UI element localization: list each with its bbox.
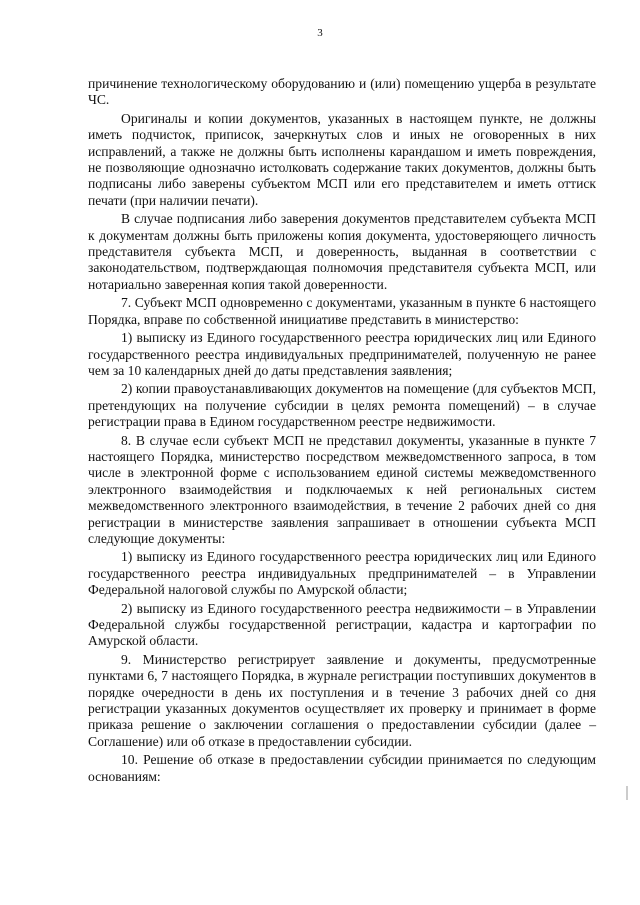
paragraph-clause-7-item-1: 1) выписку из Единого государственного реестра юридических лиц или Единого государственного реестра индивидуальных предпринимателей, полученную не ранее чем за 10 календарных дней до даты представления заявления; [88,330,596,378]
page-number: 3 [317,27,323,39]
paragraph-clause-8-item-2: 2) выписку из Единого государственного реестра недвижимости – в Управлении Федеральной службы государственной регистрации, кадастра и картографии по Амурской области. [88,600,596,649]
paragraph-clause-8: 8. В случае если субъект МСП не представил документы, указанные в пункте 7 настоящего Порядка, министерство посредством межведомственного запроса, в том числе в электронной форме с использованием единой системы межведомственного электронного взаимодействия и подключаемых к ней региональных систем межведомственного электронного взаимодействия, в течение 2 рабочих дней со дня регистрации в министерстве заявления запрашивает в отношении субъекта МСП следующие документы: [88,432,596,546]
scan-margin-mark [626,786,628,800]
paragraph-originals-requirements: Оригиналы и копии документов, указанных в настоящем пункте, не должны иметь подчисток, приписок, зачеркнутых слов и иных не оговоренных в них исправлений, а также не должны быть исполнены карандашом и иметь повреждения, не позволяющие однозначно истолковать содержание таких документов, должны быть подписаны либо заверены субъектом МСП или его представителем и иметь оттиск печати (при наличии печати). [88,110,596,208]
paragraph-continuation: причинение технологическому оборудованию и (или) помещению ущерба в результате ЧС. [88,76,596,108]
paragraph-clause-8-item-1: 1) выписку из Единого государственного реестра юридических лиц или Единого государственного реестра индивидуальных предпринимателей – в Управлении Федеральной налоговой службы по Амурской области; [88,549,596,598]
paragraph-representative-signing: В случае подписания либо заверения документов представителем субъекта МСП к документам должны быть приложены копия документа, удостоверяющего личность представителя субъекта МСП, и доверенность, выданная в соответствии с законодательством, подтверждающая полномочия представителя субъекта МСП, или нотариально заверенная копия такой доверенности. [88,211,596,292]
paragraph-clause-7: 7. Субъект МСП одновременно с документами, указанным в пункте 6 настоящего Порядка, вправе по собственной инициативе представить в министерство: [88,295,596,327]
paragraph-clause-10: 10. Решение об отказе в предоставлении субсидии принимается по следующим основаниям: [88,752,596,784]
paragraph-clause-9: 9. Министерство регистрирует заявление и документы, предусмотренные пунктами 6, 7 настоящего Порядка, в журнале регистрации поступивших документов в порядке очередности в день их поступления и в течение 3 рабочих дней со дня регистрации указанных документов осуществляет их проверку и принимает в форме приказа решение о заключении соглашения о предоставлении субсидии (далее – Соглашение) или об отказе в предоставлении субсидии. [88,651,596,749]
paragraph-clause-7-item-2: 2) копии правоустанавливающих документов на помещение (для субъектов МСП, претендующих на получение субсидии в целях ремонта помещений) – в случае регистрации права в Едином государственном реестре недвижимости. [88,381,596,430]
document-body [88,76,596,787]
